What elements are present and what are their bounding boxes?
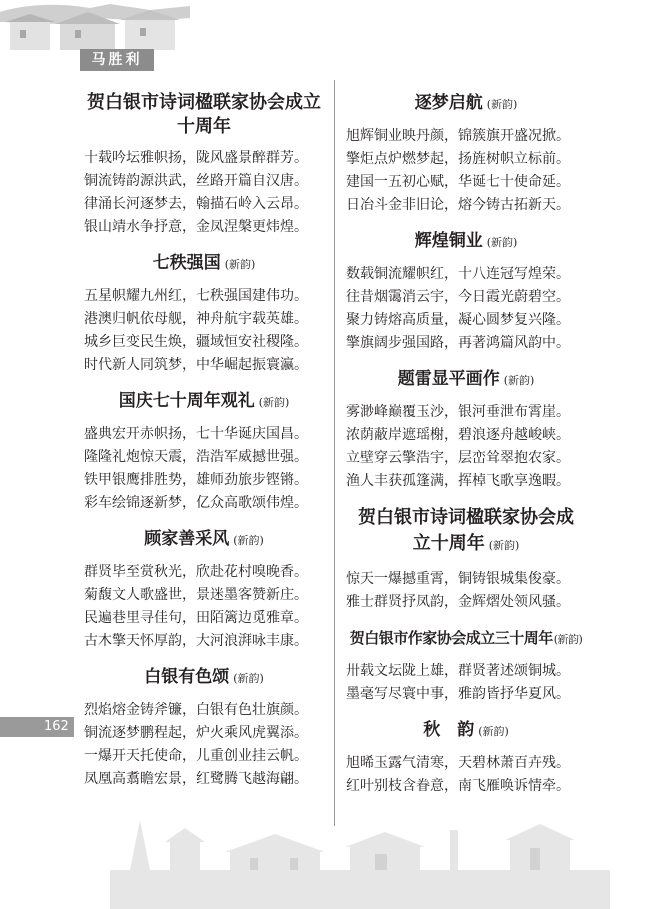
poem-title: 国庆七十周年观礼	[118, 391, 255, 411]
poem-title: 顾家善采风	[144, 529, 230, 549]
poem-lines	[346, 752, 586, 798]
poem-title-row	[84, 527, 324, 553]
poem-line: 律涌长河逐梦去，翰描石岭入云昂。	[84, 196, 308, 212]
poem	[346, 91, 586, 217]
poem-lines	[84, 699, 324, 791]
page-number: 162	[44, 719, 69, 734]
poem-line: 卅载文坛陇上雄，群贤著述颂铜城。	[346, 663, 570, 679]
poem-line: 立壁穿云擎浩宇，层峦耸翠抱农家。	[346, 450, 570, 466]
poem-line: 一爆开天托使命，儿重创业挂云帆。	[84, 748, 308, 764]
footer-landmark-image	[110, 800, 610, 909]
poem-title: 立十周年	[412, 533, 485, 554]
poem-title-row	[346, 91, 586, 117]
poem-line: 数载铜流耀帜红，十八连冠写煌荣。	[346, 266, 570, 282]
poem-tag: (新韵)	[258, 396, 290, 409]
poem-line: 建国一五初心赋，华诞七十使命延。	[346, 174, 570, 190]
poem-line: 雅士群贤抒凤韵，金辉熠处领风骚。	[346, 594, 570, 610]
poem-line: 民遍巷里寻佳句，田陌篱边觅雅章。	[84, 610, 308, 626]
poem-title-row	[346, 718, 586, 744]
poem-line: 旭晞玉露气清寒，天碧林萧百卉残。	[346, 755, 570, 771]
author-name-label: 马胜利	[80, 49, 154, 71]
poem-line: 墨毫写尽寰中事，雅韵皆抒华夏风。	[346, 686, 570, 702]
poem-line: 凤凰高翥瞻宏景，红鹭腾飞越海翩。	[84, 771, 308, 787]
poem-title: 贺白银市作家协会成立三十周年	[349, 629, 553, 647]
poem-title-row	[346, 367, 586, 393]
poem-line: 十载吟坛雅帜扬，陇风盛景醉群芳。	[84, 150, 308, 166]
poem	[84, 251, 324, 377]
poem	[84, 389, 324, 515]
poem	[346, 505, 586, 614]
poem-line: 铁甲银鹰排胜势，雄师劲旅步铿锵。	[84, 472, 308, 488]
poem-title: 秋 韵	[423, 720, 475, 740]
poem-title-row	[84, 251, 324, 277]
poem-tag: (新韵)	[488, 539, 520, 552]
poem-title: 逐梦启航	[414, 93, 483, 113]
poem-line: 擎炬点炉燃梦起，扬旌树帜立标前。	[346, 151, 570, 167]
poem-title: 七秩强国	[152, 253, 221, 273]
poem-tag: (新韵)	[224, 258, 256, 271]
poem-title-row	[84, 665, 324, 691]
poem-line: 渔人丰获孤篷满，挥棹飞歌享逸暇。	[346, 473, 570, 489]
poem	[84, 665, 324, 791]
poem	[346, 718, 586, 798]
poem-tag: (新韵)	[486, 236, 518, 249]
poem-line: 古木擎天怀厚韵，大河浪湃咏丰康。	[84, 633, 308, 649]
poem-tag: (新韵)	[503, 374, 535, 387]
poem-lines	[346, 125, 586, 217]
poem-lines	[84, 561, 324, 653]
poem-line: 擎旗阔步强国路，再著鸿篇风韵中。	[346, 335, 570, 351]
poem	[84, 91, 324, 239]
poem-tag: (新韵)	[553, 633, 583, 646]
poem-title: 贺白银市诗词楹联家协会成	[358, 507, 574, 528]
poem-line: 铜流逐梦鹏程起，炉火乘风虎翼添。	[84, 725, 308, 741]
poem-title-block	[346, 505, 586, 559]
column-divider	[334, 80, 335, 826]
poem	[346, 229, 586, 355]
poem-line: 烈焰熔金铸斧镰，白银有色壮旗颜。	[84, 702, 308, 718]
poem-line: 旭辉铜业映丹颜，锦簇旗开盛况掀。	[346, 128, 570, 144]
left-column	[84, 91, 324, 803]
poem-line: 菊馥文人歌盛世，景迷墨客赞新庄。	[84, 587, 308, 603]
poem-lines	[84, 147, 324, 239]
poem-lines	[84, 285, 324, 377]
poem-line: 时代新人同筑梦，中华崛起振寰瀛。	[84, 357, 308, 373]
poem	[346, 367, 586, 493]
poem-lines	[346, 401, 586, 493]
poem-title-row	[346, 626, 586, 652]
poem-title: 贺白银市诗词楹联家协会成立十周年	[87, 92, 321, 137]
poem-lines	[346, 660, 586, 706]
poem-tag: (新韵)	[486, 98, 518, 111]
poem-title-row	[346, 229, 586, 255]
poem-line: 惊天一爆撼重霄，铜铸银城集俊豪。	[346, 571, 570, 587]
poem-line: 城乡巨变民生焕，疆域恒安社稷隆。	[84, 334, 308, 350]
poem-line: 红叶别枝含眷意，南飞雁唤诉情牵。	[346, 778, 570, 794]
poem-title-row	[84, 389, 324, 415]
poem-line: 铜流铸韵源洪武，丝路开篇自汉唐。	[84, 173, 308, 189]
poem-line: 聚力铸熔高质量，凝心圆梦复兴隆。	[346, 312, 570, 328]
poem-line: 群贤毕至赏秋光，欣赴花村嗅晚香。	[84, 564, 308, 580]
poem-title: 辉煌铜业	[414, 231, 483, 251]
poem-lines	[346, 568, 586, 614]
poem-tag: (新韵)	[233, 534, 264, 547]
poem-title: 题雷显平画作	[397, 369, 500, 389]
poem-line: 日冶斗金非旧论，熔今铸古拓新天。	[346, 197, 570, 213]
poem-line: 盛典宏开赤帜扬，七十华诞庆国昌。	[84, 426, 308, 442]
poem-line: 往昔烟霭消云宇，今日霞光蔚碧空。	[346, 289, 570, 305]
poem-title: 白银有色颂	[144, 667, 230, 687]
poem-tag: (新韵)	[233, 672, 264, 685]
poem-line: 五星帜耀九州红，七秩强国建伟功。	[84, 288, 308, 304]
right-column	[346, 91, 586, 810]
poem-line: 彩车绘锦逐新梦，亿众高歌颂伟煌。	[84, 495, 308, 511]
poem-title-row	[346, 531, 586, 559]
poem	[346, 626, 586, 706]
poem-line: 银山靖水争抒意，金凤涅槃更炜煌。	[84, 219, 308, 235]
poem-line: 隆隆礼炮惊天震，浩浩军威撼世强。	[84, 449, 308, 465]
poem-lines	[346, 263, 586, 355]
poem-line: 港澳归帆依母舰，神舟航宇载英雄。	[84, 311, 308, 327]
poem	[84, 527, 324, 653]
poem-lines	[84, 423, 324, 515]
poem-line: 浓荫蔽岸遮瑶榭，碧浪逐舟越峻峡。	[346, 427, 570, 443]
poem-line: 雾渺峰巅覆玉沙，银河垂泄布霄崖。	[346, 404, 570, 420]
poem-tag: (新韵)	[478, 725, 509, 738]
